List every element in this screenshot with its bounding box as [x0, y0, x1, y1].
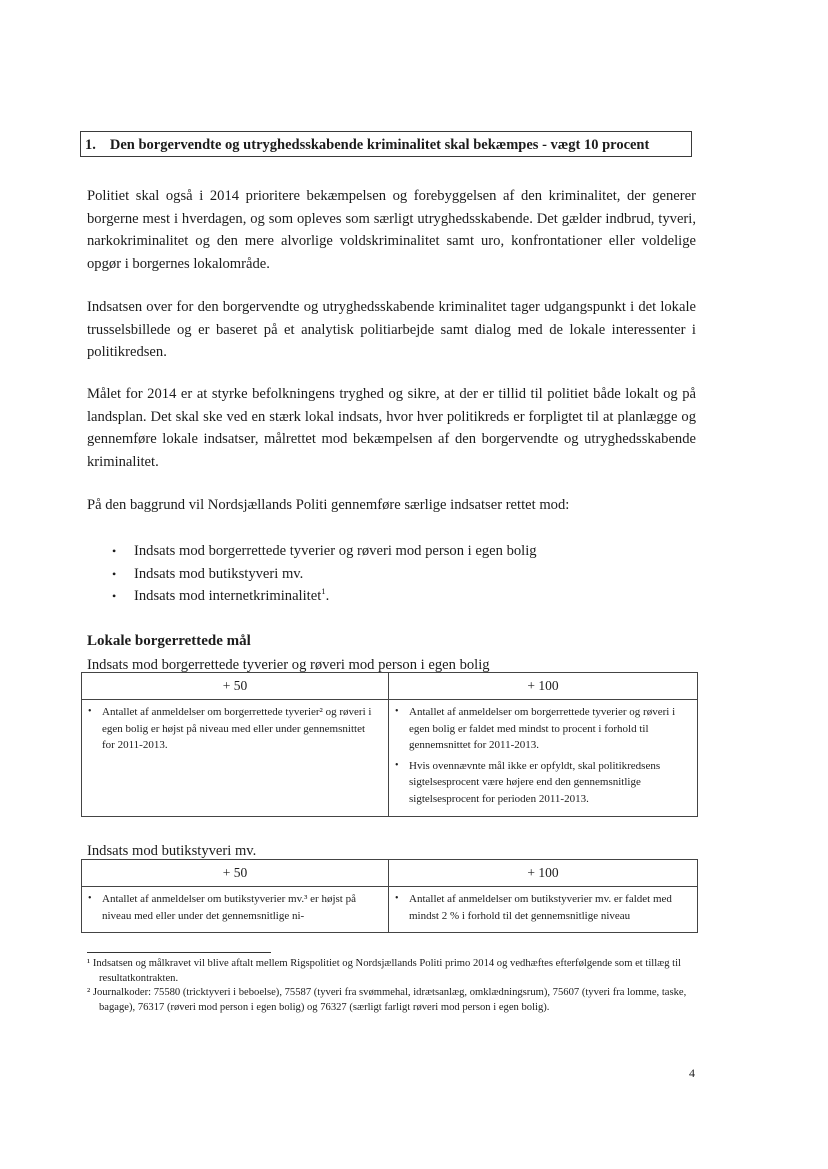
goals-table-burglary	[81, 672, 698, 817]
table2-caption: Indsats mod butikstyveri mv.	[87, 843, 257, 859]
local-goals-heading: Lokale borgerrettede mål	[87, 633, 251, 649]
list-item: • Antallet af anmeldelser om butikstyverier mv. er faldet med mindst 2 % i forhold til det gennemsnitlige niveau	[395, 891, 689, 924]
table-cell	[389, 700, 698, 817]
table-cell	[82, 887, 389, 933]
section-title: Den borgervendte og utryghedsskabende kriminalitet skal bekæmpes - vægt 10 procent	[109, 137, 650, 153]
list-item: • Antallet af anmeldelser om borgerrettede tyverier og røveri i egen bolig er faldet med mindst to procent i forhold til gennemsnittet for 2011-2013.	[395, 704, 689, 754]
initiative-list	[112, 540, 672, 608]
footnote-divider	[87, 952, 271, 953]
paragraph-background: På den baggrund vil Nordsjællands Politi gennemføre særlige indsatser rettet mod:	[87, 497, 570, 513]
footnote-marker: 1	[321, 586, 326, 597]
section-heading	[80, 131, 692, 157]
column-header: + 100	[389, 673, 698, 700]
paragraph-intro: Politiet skal også i 2014 prioritere bekæmpelsen og forebyggelsen af den kriminalitet, der generer borgerne mest i hverdagen, og som opleves som særligt utryghedsskabende. Det gælder indbrud, tyveri, narkokriminalitet og den mere alvorlige voldskriminalitet samt uro, konfrontationer eller voldelige opgør i borgernes lokalområde.	[87, 188, 696, 272]
list-item: • Indsats mod butikstyveri mv.	[112, 563, 672, 586]
list-item: • Antallet af anmeldelser om butikstyverier mv.³ er højst på niveau med eller under det gennemsnitlige ni-	[88, 891, 380, 924]
footnote: ² Journalkoder: 75580 (tricktyveri i beboelse), 75587 (tyveri fra svømmehal, idrætsanlæg, omklædningsrum), 75607 (tyveri fra lomme, taske, bagage), 76317 (røveri mod person i egen bolig) og 76327 (særligt farligt røveri mod person i egen bolig).	[87, 987, 687, 1013]
list-item: • Hvis ovennævnte mål ikke er opfyldt, skal politikredsens sigtelsesprocent være højere end den gennemsnitlige sigtelsesprocent for perioden 2011-2013.	[395, 758, 689, 808]
list-item: • Indsats mod internetkriminalitet$^1$.	[112, 585, 672, 608]
page-number: 4	[689, 1066, 695, 1080]
table-cell	[389, 887, 698, 933]
paragraph-goal: Målet for 2014 er at styrke befolkningens tryghed og sikre, at der er tillid til politiet både lokalt og på landsplan. Det skal ske ved en stærk lokal indsats, hvor hver politikreds er forpligtet til at planlægge og gennemføre lokale indsatser, målrettet mod bekæmpelsen af den borgervendte og utryghedsskabende kriminalitet.	[87, 386, 696, 470]
list-item: • Indsats mod borgerrettede tyverier og røveri mod person i egen bolig	[112, 540, 672, 563]
table1-caption: Indsats mod borgerrettede tyverier og røveri mod person i egen bolig	[87, 657, 490, 673]
table-cell	[82, 700, 389, 817]
goals-table-shoplifting	[81, 859, 698, 933]
list-item: • Antallet af anmeldelser om borgerrettede tyverier² og røveri i egen bolig er højst på niveau med eller under gennemsnittet for 2011-2013.	[88, 704, 380, 754]
column-header: + 50	[82, 860, 389, 887]
footnote: ¹ Indsatsen og målkravet vil blive aftalt mellem Rigspolitiet og Nordsjællands Politi primo 2014 og vedhæftes efterfølgende som et tillæg til resultatkontrakten.	[87, 958, 681, 984]
section-number: 1.	[85, 137, 96, 153]
column-header: + 50	[82, 673, 389, 700]
footnotes	[87, 957, 699, 1015]
paragraph-basis: Indsatsen over for den borgervendte og utryghedsskabende kriminalitet tager udgangspunkt i det lokale trusselsbillede og er baseret på et analytisk politiarbejde samt dialog med de lokale interessenter i politikredsen.	[87, 299, 696, 361]
column-header: + 100	[389, 860, 698, 887]
